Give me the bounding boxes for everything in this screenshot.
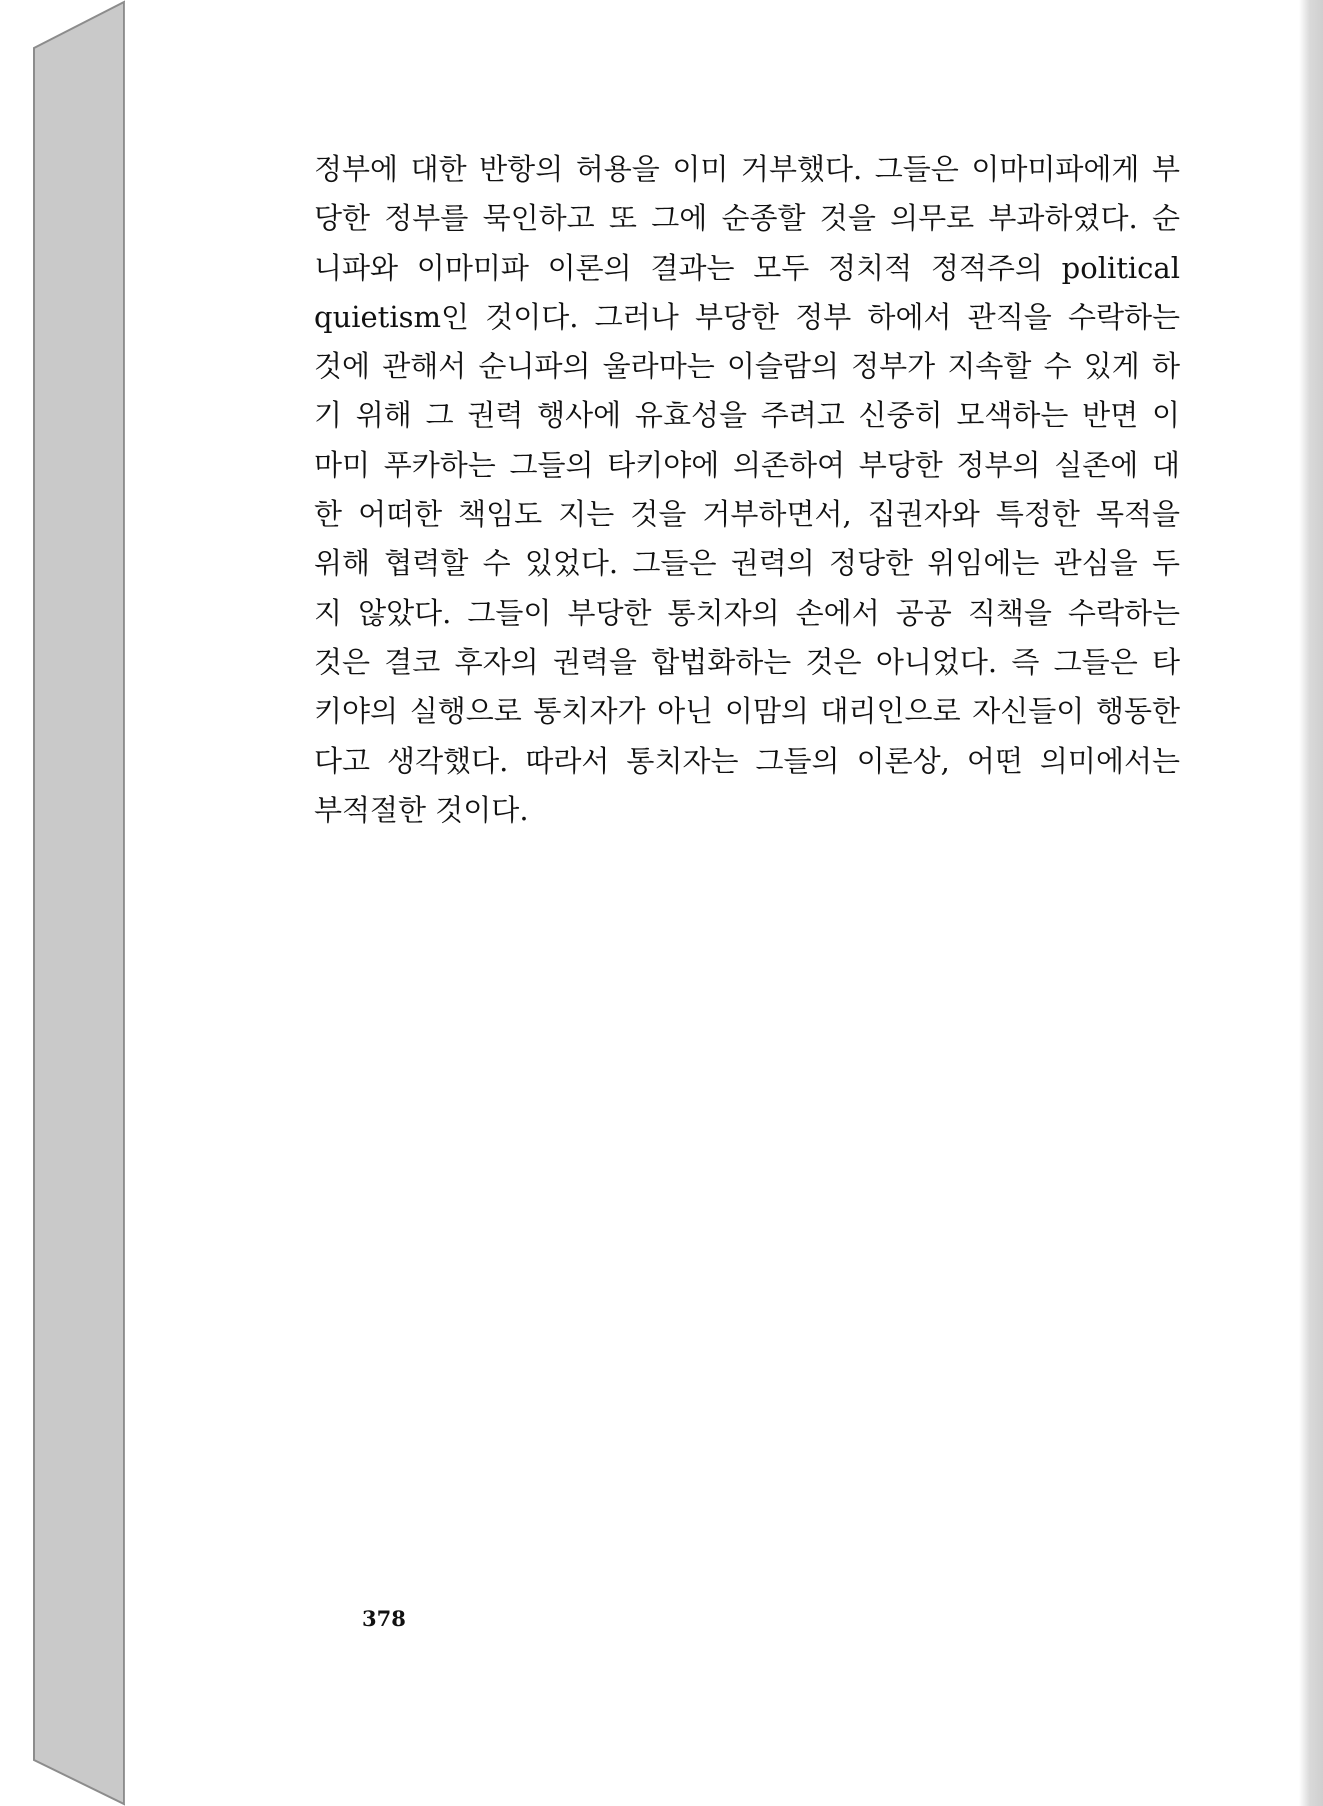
text-line: 니파와 이마미파 이론의 결과는 모두 정치적 정적주의 political: [314, 250, 1180, 285]
text-line: 당한 정부를 묵인하고 또 그에 순종할 것을 의무로 부과하였다. 순: [314, 201, 1180, 236]
text-line: 지 않았다. 그들이 부당한 통치자의 손에서 공공 직책을 수락하는: [314, 595, 1180, 630]
text-line: 다고 생각했다. 따라서 통치자는 그들의 이론상, 어떤 의미에서는: [314, 743, 1180, 778]
text-line: 것은 결코 후자의 권력을 합법화하는 것은 아니었다. 즉 그들은 타: [314, 644, 1180, 679]
page-edge-shadow: [1299, 0, 1323, 1806]
text-line: 위해 협력할 수 있었다. 그들은 권력의 정당한 위임에는 관심을 두: [314, 546, 1180, 581]
page-number: 378: [362, 1606, 406, 1631]
text-line: 마미 푸카하는 그들의 타키야에 의존하여 부당한 정부의 실존에 대: [314, 447, 1180, 482]
text-line: 키야의 실행으로 통치자가 아닌 이맘의 대리인으로 자신들이 행동한: [314, 694, 1180, 729]
text-line: 것에 관해서 순니파의 울라마는 이슬람의 정부가 지속할 수 있게 하: [314, 349, 1180, 384]
body-paragraph: [314, 145, 1180, 835]
text-line: quietism인 것이다. 그러나 부당한 정부 하에서 관직을 수락하는: [314, 299, 1180, 334]
text-line: 정부에 대한 반항의 허용을 이미 거부했다. 그들은 이마미파에게 부: [314, 152, 1180, 186]
text-line: 한 어떠한 책임도 지는 것을 거부하면서, 집권자와 특정한 목적을: [314, 497, 1180, 532]
text-line: 부적절한 것이다.: [314, 792, 529, 827]
book-spine: [0, 0, 140, 1806]
text-line: 기 위해 그 권력 행사에 유효성을 주려고 신중히 모색하는 반면 이: [314, 398, 1180, 433]
